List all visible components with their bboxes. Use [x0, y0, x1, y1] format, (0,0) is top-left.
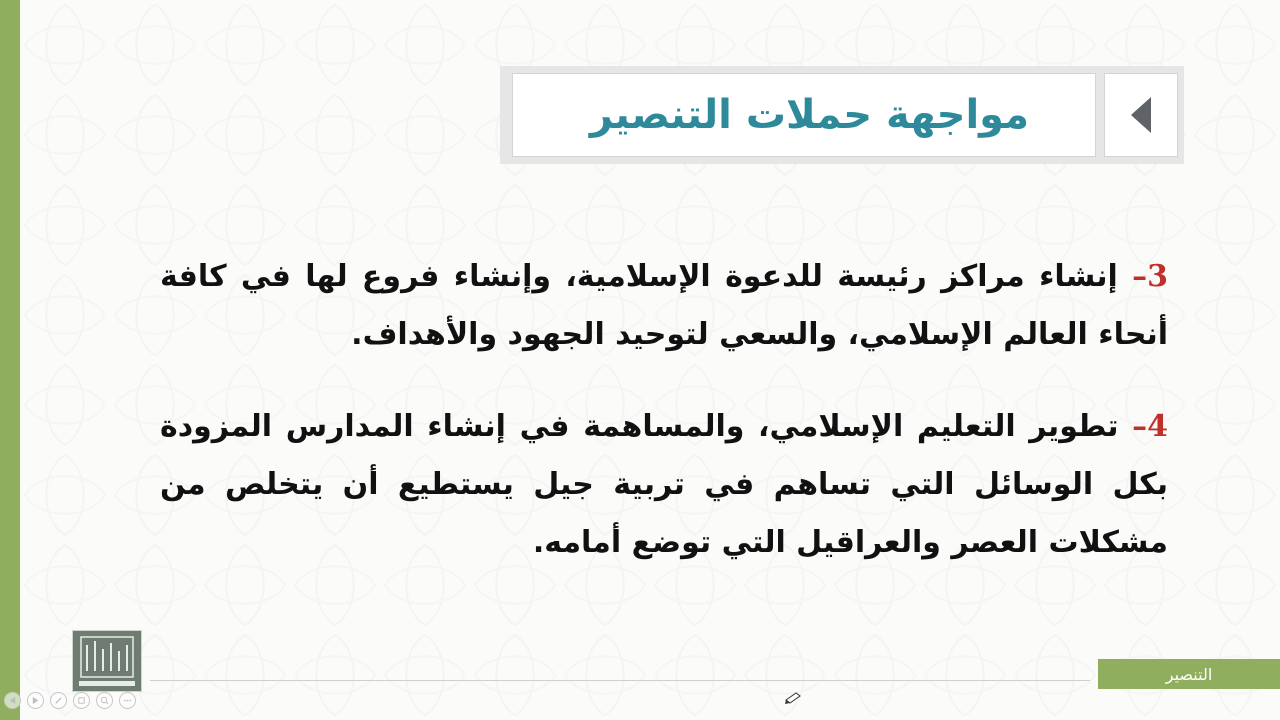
previous-icon[interactable]	[4, 692, 21, 709]
item-dash: –	[1132, 409, 1148, 444]
left-accent-strip	[0, 0, 20, 720]
item-number: 3	[1147, 259, 1168, 294]
item-text: إنشاء مراكز رئيسة للدعوة الإسلامية، وإنشاء فروع لها في كافة أنحاء العالم الإسلامي، والسعي لتوحيد الجهود والأهداف.	[160, 259, 1168, 352]
next-icon[interactable]	[27, 692, 44, 709]
slides-icon[interactable]	[73, 692, 90, 709]
title-arrow-box	[1104, 73, 1178, 157]
title-panel	[512, 73, 1096, 157]
slideshow-controls	[4, 692, 136, 709]
zoom-icon[interactable]	[96, 692, 113, 709]
footer-label	[1098, 659, 1280, 689]
university-logo	[72, 630, 142, 692]
list-item-4	[160, 398, 1168, 572]
footer-label-text: التنصير	[1165, 664, 1213, 684]
slide-content	[160, 248, 1168, 572]
item-text: تطوير التعليم الإسلامي، والمساهمة في إنشاء المدارس المزودة بكل الوسائل التي تساهم في تربية جيل يستطيع أن يتخلص من مشكلات العصر والعراقيل التي توضع أمامه.	[160, 409, 1168, 560]
footer-divider	[150, 680, 1090, 681]
list-item-3	[160, 248, 1168, 364]
item-dash: –	[1132, 259, 1148, 294]
more-icon[interactable]	[119, 692, 136, 709]
slide-title: مواجهة حملات التنصير	[589, 92, 1029, 138]
title-box	[500, 66, 1184, 164]
triangle-left-icon	[1129, 95, 1153, 135]
king-khalid-university-logo	[73, 631, 141, 691]
pen-icon[interactable]	[50, 692, 67, 709]
item-number: 4	[1147, 409, 1168, 444]
pen-cursor-icon	[784, 690, 804, 706]
